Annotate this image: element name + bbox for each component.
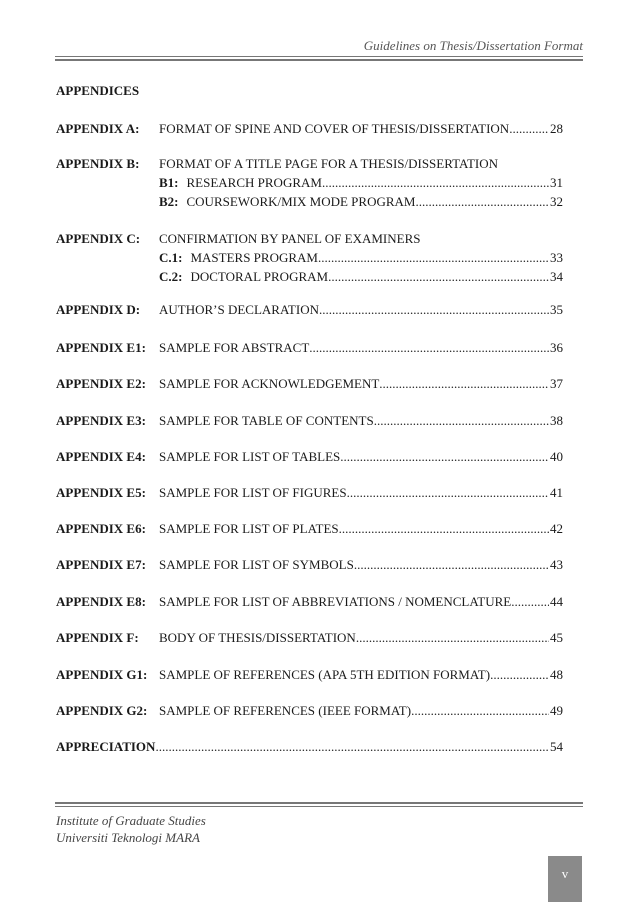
subentry-code: B1: bbox=[159, 175, 179, 190]
toc-entry-appendix-b[interactable] bbox=[56, 154, 563, 211]
footer-institute: Institute of Graduate Studies bbox=[56, 813, 206, 828]
entry-page: 40 bbox=[550, 449, 563, 464]
dot-leader bbox=[318, 248, 549, 267]
subentry-page: 31 bbox=[550, 175, 563, 190]
dot-leader bbox=[511, 592, 549, 611]
entry-label: APPENDIX B: bbox=[56, 156, 140, 171]
toc-subentry-c2[interactable] bbox=[56, 267, 563, 286]
dot-leader bbox=[155, 737, 549, 756]
entry-label: APPENDIX E3: bbox=[56, 413, 146, 428]
dot-leader bbox=[339, 519, 549, 538]
entry-label: APPRECIATION bbox=[56, 739, 156, 754]
footer-university: Universiti Teknologi MARA bbox=[56, 830, 200, 845]
entry-label: APPENDIX E4: bbox=[56, 449, 146, 464]
entry-page: 54 bbox=[550, 739, 563, 754]
entry-label: APPENDIX C: bbox=[56, 231, 141, 246]
entry-page: 44 bbox=[550, 594, 563, 609]
toc-entry-appendix-g2[interactable] bbox=[56, 701, 563, 720]
entry-page: 35 bbox=[550, 302, 563, 317]
toc-entry-appreciation[interactable] bbox=[56, 737, 563, 756]
header-rule bbox=[55, 56, 583, 61]
toc-subentry-b1[interactable] bbox=[56, 173, 563, 192]
entry-title: FORMAT OF A TITLE PAGE FOR A THESIS/DISSERTATION bbox=[159, 156, 499, 171]
toc-entry-appendix-f[interactable] bbox=[56, 628, 563, 647]
entry-label: APPENDIX E7: bbox=[56, 557, 146, 572]
dot-leader bbox=[411, 701, 549, 720]
entry-label: APPENDIX D: bbox=[56, 302, 141, 317]
entry-title: SAMPLE FOR LIST OF TABLES bbox=[159, 449, 341, 464]
running-header: Guidelines on Thesis/Dissertation Format bbox=[363, 38, 583, 53]
subentry-title: DOCTORAL PROGRAM bbox=[190, 269, 329, 284]
entry-label: APPENDIX G2: bbox=[56, 703, 148, 718]
toc-entry-appendix-e2[interactable] bbox=[56, 374, 563, 393]
entry-label: APPENDIX E1: bbox=[56, 340, 146, 355]
subentry-code: B2: bbox=[159, 194, 179, 209]
entry-title: SAMPLE FOR LIST OF PLATES bbox=[159, 521, 339, 536]
dot-leader bbox=[379, 374, 549, 393]
entry-page: 37 bbox=[550, 376, 563, 391]
subentry-page: 32 bbox=[550, 194, 563, 209]
entry-title: AUTHOR’S DECLARATION bbox=[159, 302, 319, 317]
dot-leader bbox=[354, 555, 549, 574]
entry-page: 41 bbox=[550, 485, 563, 500]
dot-leader bbox=[347, 483, 549, 502]
entry-title: BODY OF THESIS/DISSERTATION bbox=[159, 630, 356, 645]
entry-page: 45 bbox=[550, 630, 563, 645]
subentry-page: 34 bbox=[550, 269, 563, 284]
subentry-code: C.1: bbox=[159, 250, 183, 265]
entry-title: SAMPLE FOR ACKNOWLEDGEMENT bbox=[159, 376, 380, 391]
entry-page: 48 bbox=[550, 667, 563, 682]
entry-page: 42 bbox=[550, 521, 563, 536]
entry-page: 36 bbox=[550, 340, 563, 355]
subentry-title: MASTERS PROGRAM bbox=[190, 250, 318, 265]
toc-entry-appendix-e6[interactable] bbox=[56, 519, 563, 538]
page-number: v bbox=[548, 856, 582, 902]
dot-leader bbox=[319, 300, 549, 319]
entry-page: 43 bbox=[550, 557, 563, 572]
toc-entry-appendix-e1[interactable] bbox=[56, 338, 563, 357]
entry-title: CONFIRMATION BY PANEL OF EXAMINERS bbox=[159, 231, 421, 246]
toc-subentry-c1[interactable] bbox=[56, 248, 563, 267]
toc-entry-appendix-e4[interactable] bbox=[56, 447, 563, 466]
dot-leader bbox=[374, 411, 549, 430]
dot-leader bbox=[309, 338, 549, 357]
dot-leader bbox=[340, 447, 549, 466]
dot-leader bbox=[509, 119, 549, 138]
toc-entry-appendix-e7[interactable] bbox=[56, 555, 563, 574]
entry-title: SAMPLE FOR LIST OF ABBREVIATIONS / NOMENCLATURE bbox=[159, 594, 512, 609]
section-title: APPENDICES bbox=[56, 83, 140, 98]
entry-title: SAMPLE FOR TABLE OF CONTENTS bbox=[159, 413, 374, 428]
toc-subentry-b2[interactable] bbox=[56, 192, 563, 211]
subentry-title: COURSEWORK/MIX MODE PROGRAM bbox=[186, 194, 416, 209]
toc-entry-appendix-e3[interactable] bbox=[56, 411, 563, 430]
dot-leader bbox=[328, 267, 549, 286]
entry-title: SAMPLE OF REFERENCES (IEEE FORMAT) bbox=[159, 703, 412, 718]
dot-leader bbox=[356, 628, 549, 647]
footer bbox=[56, 812, 206, 846]
entry-label: APPENDIX E6: bbox=[56, 521, 146, 536]
entry-title: FORMAT OF SPINE AND COVER OF THESIS/DISSERTATION bbox=[159, 121, 510, 136]
footer-rule bbox=[55, 802, 583, 807]
toc-entry-appendix-d[interactable] bbox=[56, 300, 563, 319]
entry-page: 49 bbox=[550, 703, 563, 718]
toc-entry-appendix-a[interactable] bbox=[56, 119, 563, 138]
dot-leader bbox=[490, 665, 549, 684]
subentry-title: RESEARCH PROGRAM bbox=[186, 175, 322, 190]
subentry-code: C.2: bbox=[159, 269, 183, 284]
entry-title: SAMPLE FOR LIST OF SYMBOLS bbox=[159, 557, 354, 572]
dot-leader bbox=[415, 192, 549, 211]
toc-entry-appendix-e5[interactable] bbox=[56, 483, 563, 502]
toc-entry-appendix-e8[interactable] bbox=[56, 592, 563, 611]
entry-label: APPENDIX E2: bbox=[56, 376, 146, 391]
toc-entry-appendix-g1[interactable] bbox=[56, 665, 563, 684]
entry-label: APPENDIX E8: bbox=[56, 594, 146, 609]
entry-page: 28 bbox=[550, 121, 563, 136]
entry-title: SAMPLE FOR LIST OF FIGURES bbox=[159, 485, 347, 500]
entry-page: 38 bbox=[550, 413, 563, 428]
entry-label: APPENDIX A: bbox=[56, 121, 140, 136]
entry-title: SAMPLE FOR ABSTRACT bbox=[159, 340, 310, 355]
entry-label: APPENDIX F: bbox=[56, 630, 139, 645]
entry-title: SAMPLE OF REFERENCES (APA 5TH EDITION FORMAT) bbox=[159, 667, 491, 682]
entry-label: APPENDIX E5: bbox=[56, 485, 146, 500]
dot-leader bbox=[322, 173, 549, 192]
entry-label: APPENDIX G1: bbox=[56, 667, 148, 682]
toc-entry-appendix-c[interactable] bbox=[56, 229, 563, 286]
subentry-page: 33 bbox=[550, 250, 563, 265]
